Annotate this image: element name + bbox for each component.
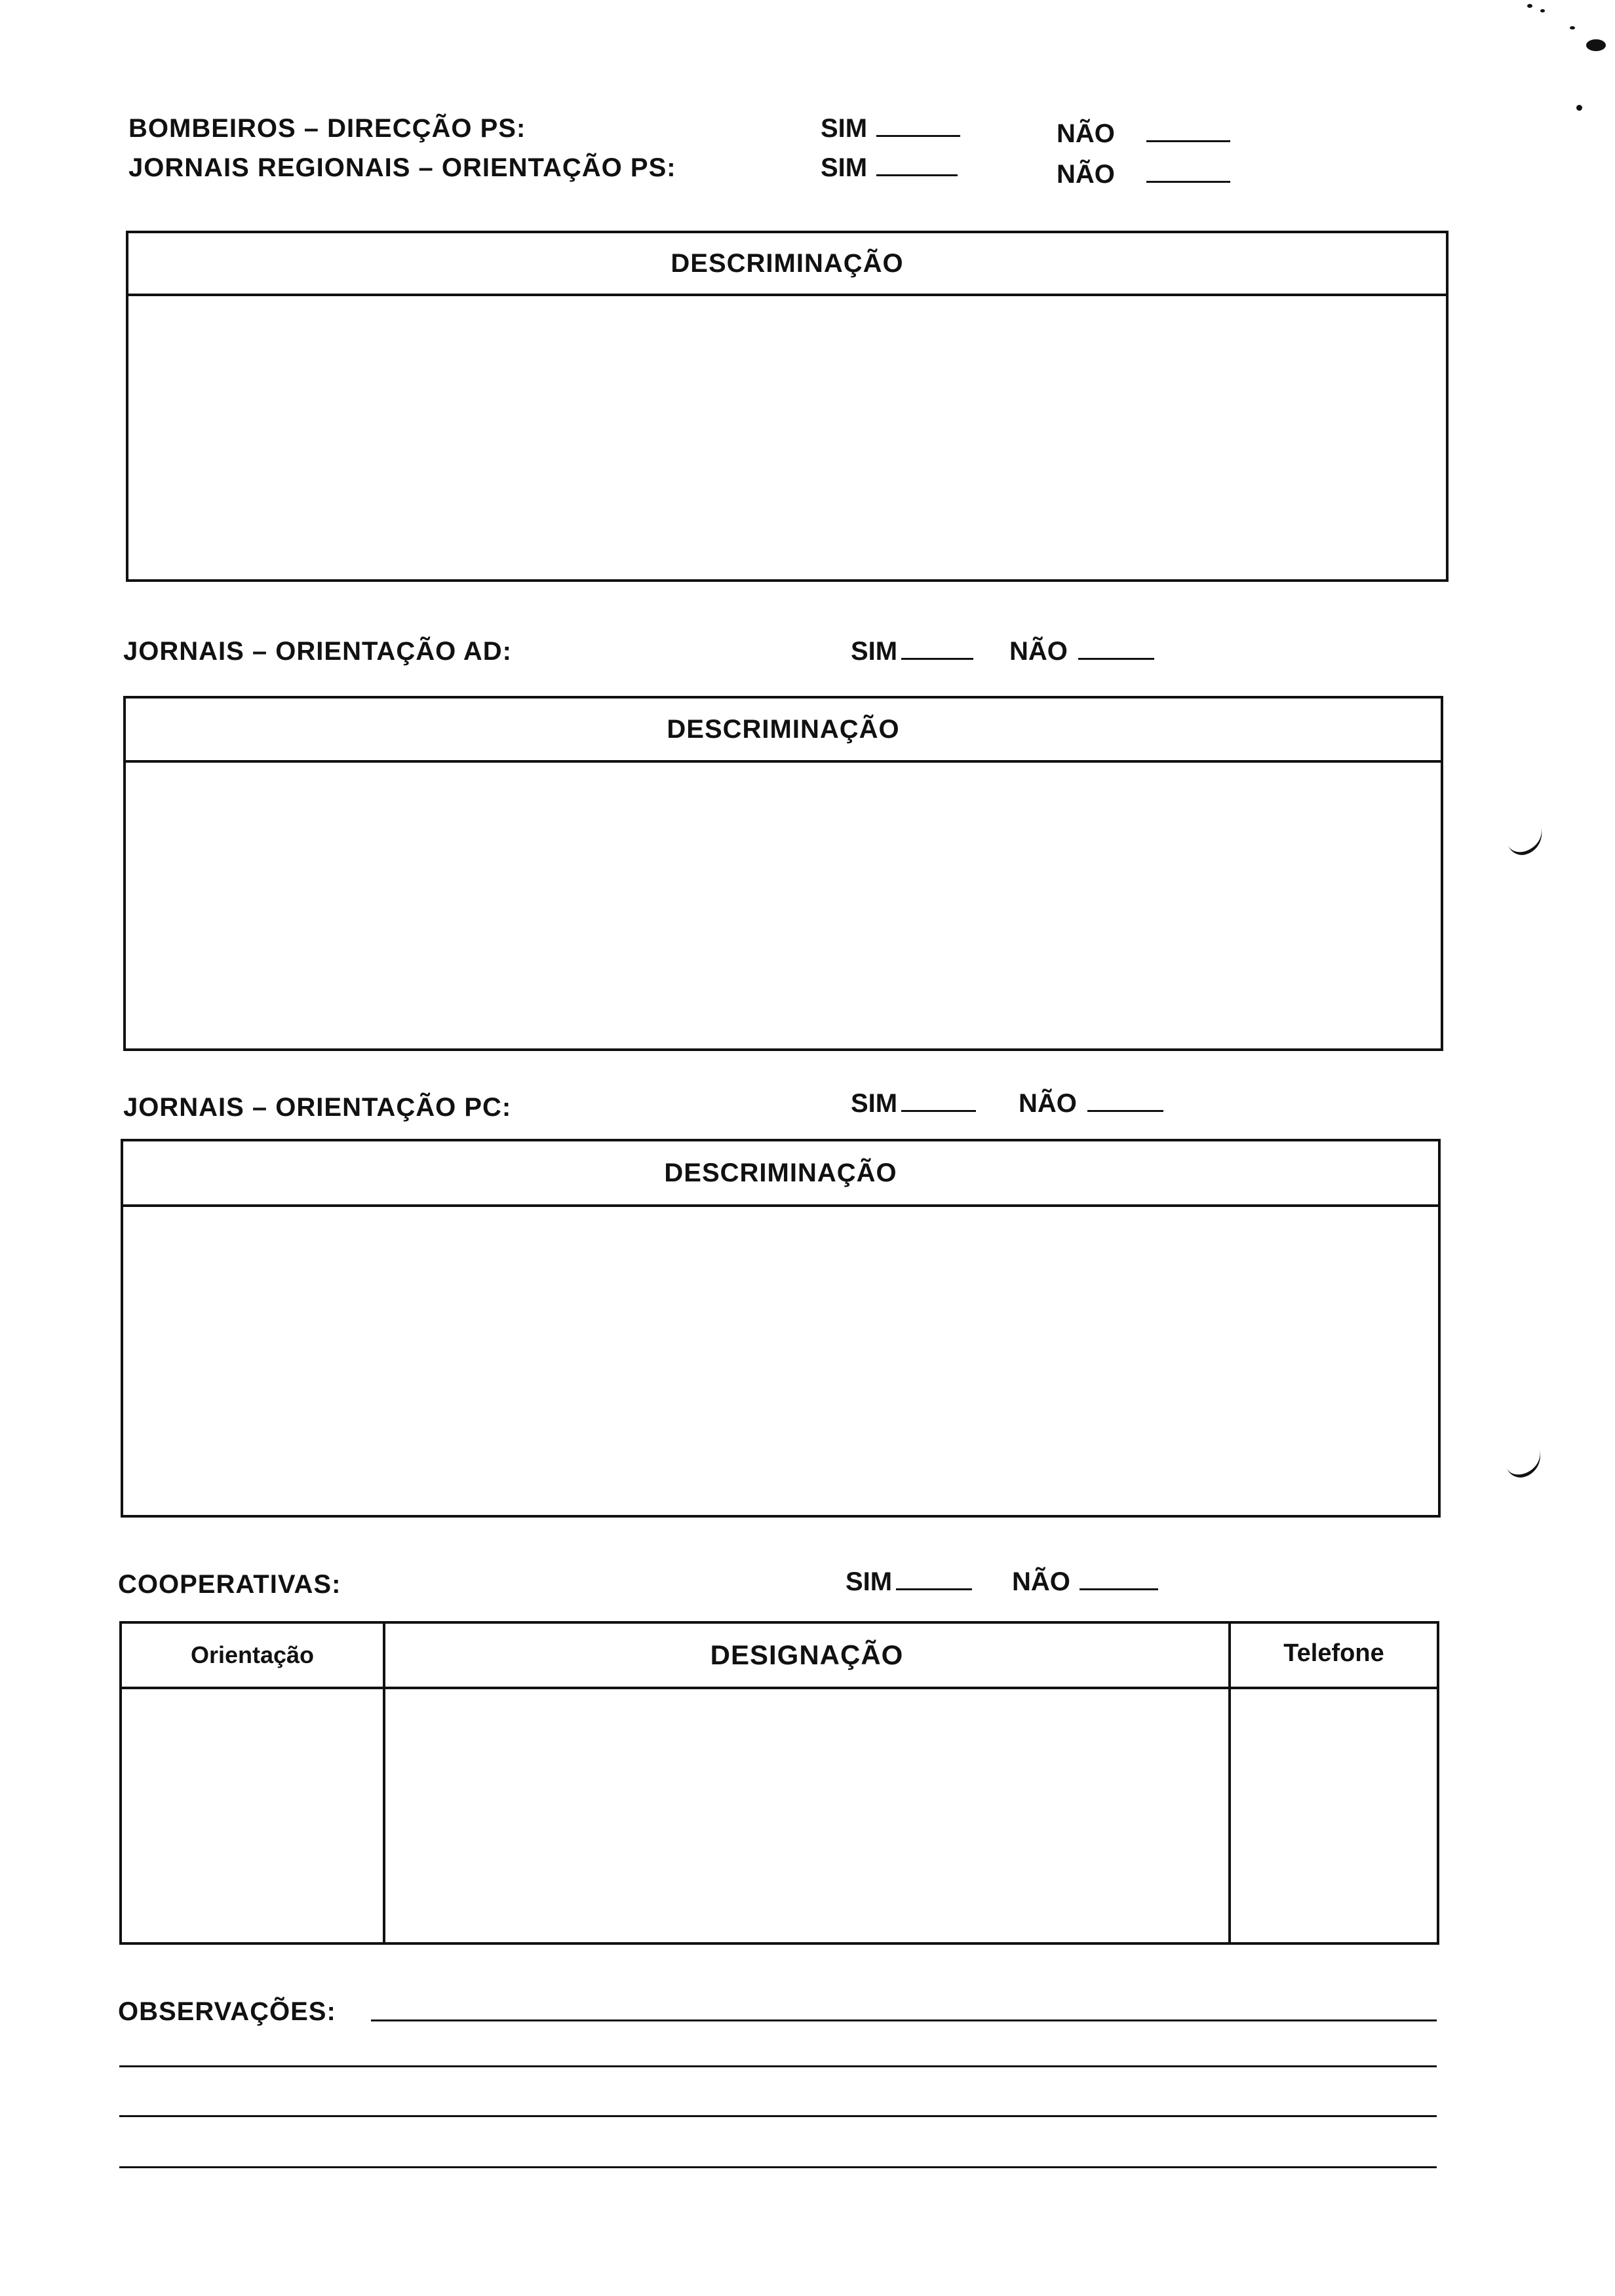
observacoes-label: OBSERVAÇÕES: (118, 1997, 336, 2026)
cooperativas-sim-option[interactable] (846, 1569, 972, 1595)
cooperativas-sim-label: SIM (846, 1567, 893, 1596)
jornais-ad-nao-option[interactable] (1009, 638, 1154, 664)
descriminacao-area-1[interactable] (128, 296, 1446, 579)
jornais-regionais-nao-blank[interactable] (1146, 181, 1230, 183)
telefone-cell[interactable] (1231, 1689, 1437, 1942)
jornais-regionais-nao-label: NÃO (1057, 160, 1115, 189)
observacoes-line-3[interactable] (119, 2115, 1437, 2117)
jornais-pc-label: JORNAIS – ORIENTAÇÃO PC: (123, 1093, 512, 1122)
orientacao-column-header: Orientação (190, 1641, 315, 1668)
jornais-ad-sim-label: SIM (851, 637, 898, 666)
jornais-ad-sim-blank[interactable] (901, 658, 973, 660)
jornais-pc-sim-label: SIM (851, 1089, 898, 1118)
descriminacao-header-1: DESCRIMINAÇÃO (128, 233, 1446, 296)
observacoes-line-4[interactable] (119, 2166, 1437, 2168)
scan-speck (1570, 26, 1575, 29)
bombeiros-nao-blank[interactable] (1146, 140, 1230, 142)
jornais-pc-nao-blank[interactable] (1087, 1110, 1163, 1112)
handwritten-tick-mark (1504, 822, 1547, 858)
descriminacao-header-2: DESCRIMINAÇÃO (126, 698, 1441, 763)
cooperativas-sim-blank[interactable] (896, 1588, 972, 1590)
jornais-ad-nao-label: NÃO (1009, 637, 1068, 666)
descriminacao-box-2 (123, 696, 1443, 1051)
cooperativas-label: COOPERATIVAS: (118, 1570, 341, 1599)
handwritten-tick-mark (1503, 1445, 1546, 1481)
bombeiros-sim-blank[interactable] (876, 135, 960, 137)
jornais-ad-label: JORNAIS – ORIENTAÇÃO AD: (123, 637, 512, 666)
scan-speck (1576, 105, 1582, 111)
cooperativas-nao-label: NÃO (1012, 1567, 1070, 1596)
descriminacao-box-3 (121, 1139, 1441, 1518)
descriminacao-area-2[interactable] (126, 763, 1441, 1048)
bombeiros-nao-label: NÃO (1057, 119, 1115, 148)
jornais-regionais-sim-option[interactable] (821, 155, 958, 181)
jornais-regionais-nao-option[interactable] (1057, 161, 1230, 187)
designacao-column-header: DESIGNAÇÃO (710, 1639, 904, 1670)
jornais-pc-sim-blank[interactable] (901, 1110, 976, 1112)
jornais-regionais-sim-label: SIM (821, 153, 868, 182)
bombeiros-label: BOMBEIROS – DIRECÇÃO PS: (128, 114, 526, 143)
cooperativas-nao-blank[interactable] (1080, 1588, 1158, 1590)
jornais-ad-nao-blank[interactable] (1078, 658, 1154, 660)
designacao-cell[interactable] (385, 1689, 1228, 1942)
scan-speck (1527, 4, 1532, 8)
descriminacao-box-1 (126, 231, 1449, 582)
cooperativas-table (119, 1621, 1439, 1945)
observacoes-line-1[interactable] (371, 2019, 1437, 2021)
scan-speck (1586, 39, 1606, 51)
descriminacao-header-3: DESCRIMINAÇÃO (123, 1141, 1438, 1207)
telefone-column-header: Telefone (1283, 1639, 1384, 1667)
bombeiros-nao-option[interactable] (1057, 121, 1230, 147)
descriminacao-area-3[interactable] (123, 1207, 1438, 1515)
jornais-pc-nao-option[interactable] (1019, 1090, 1163, 1117)
observacoes-line-2[interactable] (119, 2065, 1437, 2067)
jornais-ad-sim-option[interactable] (851, 638, 973, 664)
jornais-pc-nao-label: NÃO (1019, 1089, 1077, 1118)
jornais-regionais-sim-blank[interactable] (876, 174, 958, 176)
jornais-pc-sim-option[interactable] (851, 1090, 976, 1117)
cooperativas-nao-option[interactable] (1012, 1569, 1158, 1595)
orientacao-cell[interactable] (122, 1689, 383, 1942)
jornais-regionais-label: JORNAIS REGIONAIS – ORIENTAÇÃO PS: (128, 153, 676, 182)
bombeiros-sim-option[interactable] (821, 115, 960, 142)
bombeiros-sim-label: SIM (821, 114, 868, 143)
scan-speck (1540, 9, 1545, 12)
